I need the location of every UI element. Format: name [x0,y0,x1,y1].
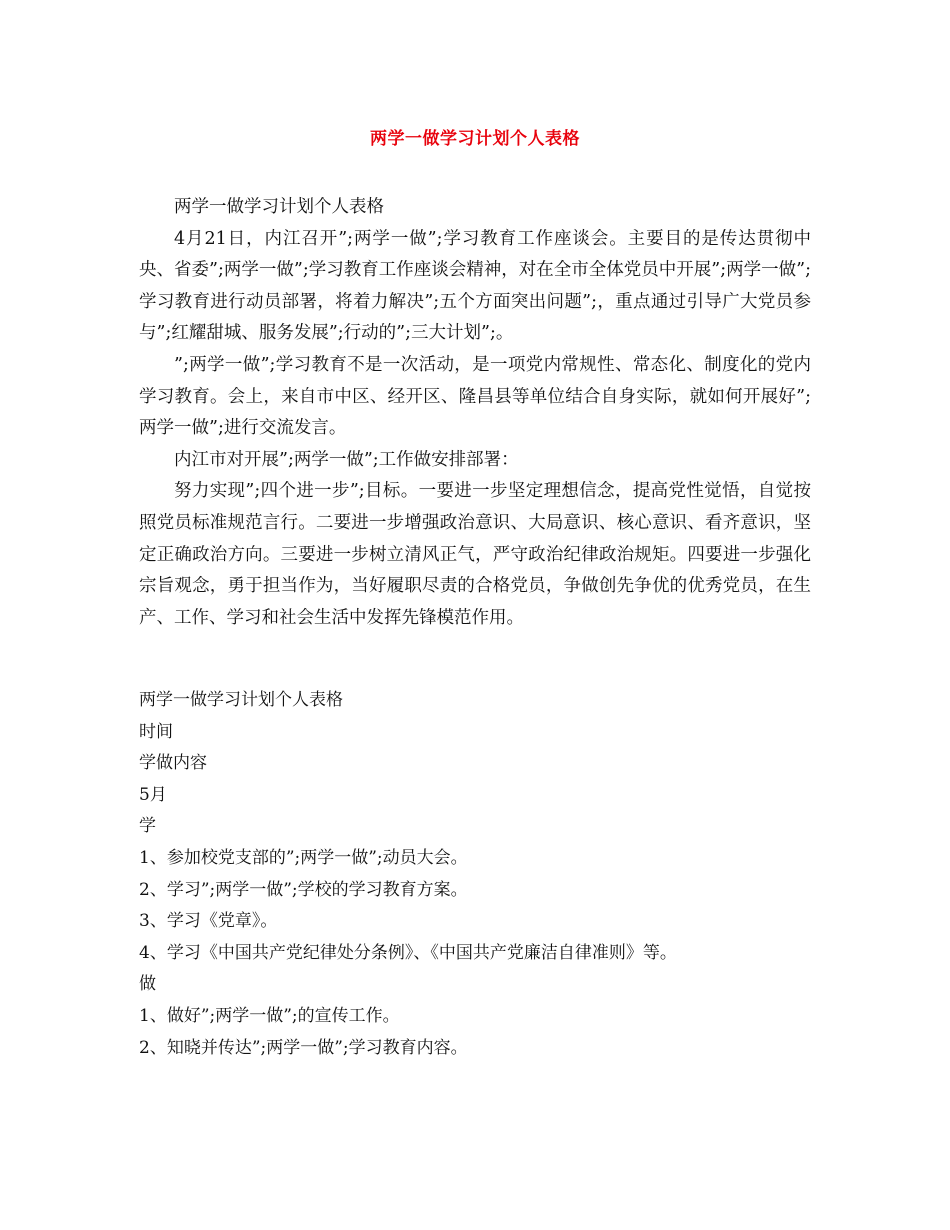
paragraph-heading: 两学一做学习计划个人表格 [174,197,384,217]
paragraph-education: ”;两学一做”;学习教育不是一次活动，是一项党内常规性、常态化、制度化的党内学习教育。会上，来自市中区、经开区、隆昌县等单位结合自身实际，就如何开展好”;两学一做”;进行交流发言。 [139,354,811,439]
month-label: 5月 [139,784,167,805]
list-item: 4、学习《中国共产党纪律处分条例》、《中国共产党廉洁自律准则》等。 [139,942,677,963]
table-title: 两学一做学习计划个人表格 [139,690,343,710]
list-item: 1、参加校党支部的”;两学一做”;动员大会。 [139,847,468,868]
paragraph-arrangement: 内江市对开展”;两学一做”;工作做安排部署： [174,449,519,470]
list-item: 2、知晓并传达”;两学一做”;学习教育内容。 [139,1037,468,1058]
column-content: 学做内容 [139,753,207,774]
section-do: 做 [139,974,156,995]
document-body [139,192,811,634]
document-title: 两学一做学习计划个人表格 [370,129,580,149]
list-item: 3、学习《党章》。 [139,911,278,932]
section-study: 学 [139,816,156,837]
plan-table-content [139,685,839,1064]
list-item: 2、学习”;两学一做”;学校的学习教育方案。 [139,879,468,900]
paragraph-goals: 努力实现”;四个进一步”;目标。一要进一步坚定理想信念，提高党性觉悟，自觉按照党员标准规范言行。二要进一步增强政治意识、大局意识、核心意识、看齐意识，坚定正确政治方向。三要进一步树立清风正气，严守政治纪律政治规矩。四要进一步强化宗旨观念，勇于担当作为，当好履职尽责的合格党员，争做创先争优的优秀党员，在生产、工作、学习和社会生活中发挥先锋模范作用。 [139,481,811,628]
paragraph-meeting: 4月21日，内江召开”;两学一做”;学习教育工作座谈会。主要目的是传达贯彻中央、省委”;两学一做”;学习教育工作座谈会精神，对在全市全体党员中开展”;两学一做”;学习教育进行动员部署，将着力解决”;五个方面突出问题”;，重点通过引导广大党员参与”;红耀甜城、服务发展”;行动的”;三大计划”;。 [139,228,811,344]
list-item: 1、做好”;两学一做”;的宣传工作。 [139,1005,400,1026]
column-time: 时间 [139,721,173,742]
